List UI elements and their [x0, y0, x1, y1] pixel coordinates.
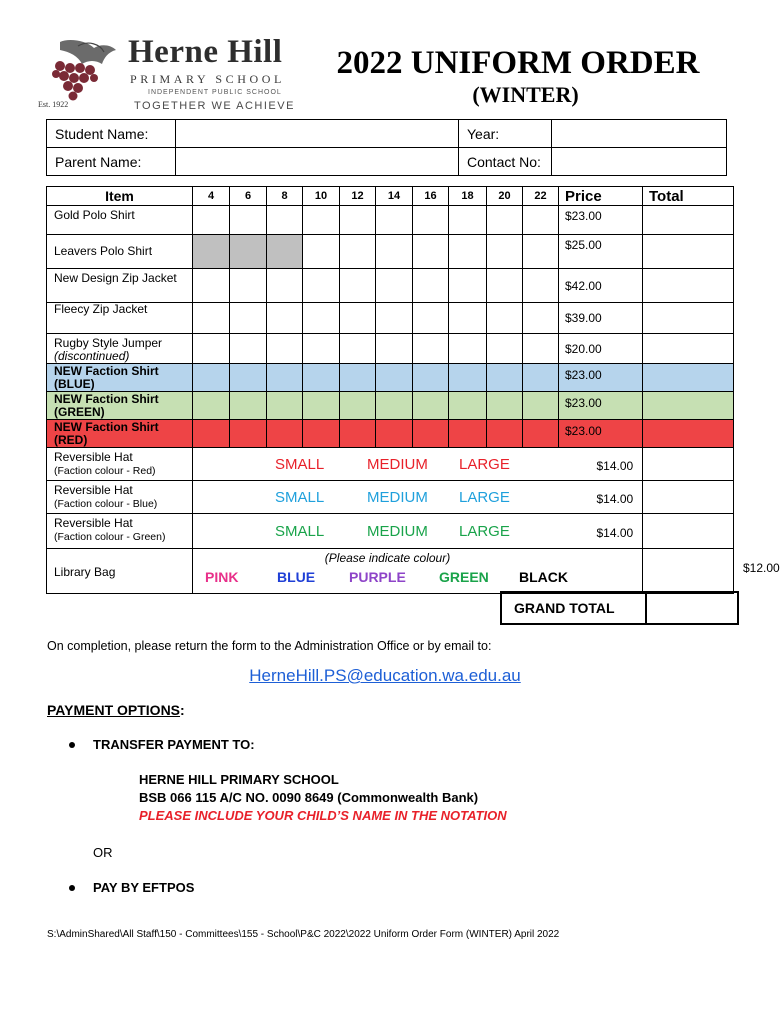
qty-cell[interactable] — [303, 392, 340, 420]
size-header: 20 — [487, 187, 523, 206]
qty-cell[interactable] — [376, 235, 413, 269]
item-name: Leavers Polo Shirt — [47, 235, 193, 269]
school-logo — [38, 34, 300, 114]
item-total[interactable] — [643, 448, 734, 481]
logo-est: Est. 1922 — [38, 100, 69, 109]
qty-cell[interactable] — [267, 420, 303, 448]
qty-cell[interactable] — [413, 334, 449, 364]
qty-cell[interactable] — [303, 235, 340, 269]
qty-cell[interactable] — [340, 206, 376, 235]
item-total[interactable] — [643, 420, 734, 448]
qty-cell[interactable] — [487, 334, 523, 364]
contact-label: Contact No: — [459, 148, 552, 176]
item-price: $39.00 — [559, 303, 643, 334]
qty-cell[interactable] — [413, 303, 449, 334]
or-text: OR — [93, 845, 113, 860]
item-note: (discontinued) — [54, 349, 130, 363]
qty-cell[interactable] — [303, 420, 340, 448]
item-header: Item — [47, 187, 193, 206]
qty-cell[interactable] — [413, 364, 449, 392]
item-note: (Faction colour - Red) — [54, 465, 156, 477]
qty-cell[interactable] — [340, 364, 376, 392]
year-label: Year: — [459, 120, 552, 148]
qty-cell[interactable] — [303, 334, 340, 364]
qty-cell[interactable] — [376, 334, 413, 364]
item-note: (Faction colour - Blue) — [54, 498, 158, 510]
item-total[interactable] — [643, 334, 734, 364]
logo-type: INDEPENDENT PUBLIC SCHOOL — [148, 89, 282, 96]
size-medium-option[interactable]: MEDIUM — [367, 522, 428, 540]
qty-cell[interactable] — [376, 392, 413, 420]
qty-cell[interactable] — [449, 269, 487, 303]
grand-total-table — [500, 591, 739, 625]
qty-cell[interactable] — [376, 206, 413, 235]
size-large-option[interactable]: LARGE — [459, 455, 510, 473]
qty-cell[interactable] — [303, 364, 340, 392]
bag-note: (Please indicate colour) — [324, 551, 451, 565]
item-price: $25.00 — [559, 235, 643, 269]
qty-cell[interactable] — [267, 303, 303, 334]
order-row-faction-red — [47, 420, 734, 448]
qty-cell[interactable] — [340, 303, 376, 334]
item-name: Gold Polo Shirt — [47, 206, 193, 235]
item-name: NEW Faction Shirt — [54, 420, 159, 434]
item-total[interactable] — [643, 514, 734, 549]
qty-cell[interactable] — [523, 235, 559, 269]
size-header: 16 — [413, 187, 449, 206]
item-total[interactable] — [643, 303, 734, 334]
size-medium-option[interactable]: MEDIUM — [367, 455, 428, 473]
item-name-cell — [47, 514, 193, 549]
item-note: (GREEN) — [54, 405, 105, 419]
qty-cell[interactable] — [340, 334, 376, 364]
qty-cell[interactable] — [449, 364, 487, 392]
bank-school-name: HERNE HILL PRIMARY SCHOOL — [139, 772, 339, 787]
qty-cell[interactable] — [340, 392, 376, 420]
order-row-gold-polo — [47, 206, 734, 235]
qty-cell[interactable] — [449, 392, 487, 420]
item-note: (BLUE) — [54, 377, 95, 391]
item-name: Reversible Hat — [54, 516, 133, 530]
order-row-rugby-jumper — [47, 334, 734, 364]
size-header: 4 — [193, 187, 230, 206]
hat-size-options — [193, 448, 643, 481]
student-name-label: Student Name: — [47, 120, 176, 148]
payment-heading-wrap — [47, 702, 185, 718]
item-name: Fleecy Zip Jacket — [47, 303, 193, 334]
item-total[interactable] — [643, 392, 734, 420]
item-price: $23.00 — [559, 206, 643, 235]
item-note: (RED) — [54, 433, 88, 447]
qty-cell[interactable] — [376, 364, 413, 392]
item-name: Library Bag — [47, 549, 193, 594]
qty-cell[interactable] — [230, 420, 267, 448]
qty-cell[interactable] — [267, 392, 303, 420]
qty-cell[interactable] — [193, 334, 230, 364]
payment-heading-colon: : — [180, 702, 185, 718]
order-row-leavers-polo — [47, 235, 734, 269]
qty-cell-disabled — [267, 235, 303, 269]
qty-cell[interactable] — [230, 303, 267, 334]
hat-size-options — [193, 481, 643, 514]
item-price: $23.00 — [559, 392, 643, 420]
colour-green-option[interactable]: GREEN — [439, 569, 489, 585]
qty-cell[interactable] — [523, 269, 559, 303]
qty-cell[interactable] — [413, 420, 449, 448]
qty-cell[interactable] — [193, 392, 230, 420]
payment-heading: PAYMENT OPTIONS — [47, 702, 181, 718]
order-table — [46, 186, 780, 594]
page-title: 2022 UNIFORM ORDER — [336, 45, 700, 81]
order-row-fleecy-jacket — [47, 303, 734, 334]
item-price: $23.00 — [559, 420, 643, 448]
size-header: 6 — [230, 187, 267, 206]
price-header: Price — [559, 187, 643, 206]
bullet-icon — [69, 885, 75, 891]
item-name-cell — [47, 448, 193, 481]
item-name: New Design Zip Jacket — [47, 269, 193, 303]
qty-cell[interactable] — [523, 420, 559, 448]
notation-note: PLEASE INCLUDE YOUR CHILD’S NAME IN THE NOTATION — [139, 808, 507, 823]
size-large-option[interactable]: LARGE — [459, 522, 510, 540]
qty-cell[interactable] — [376, 303, 413, 334]
size-small-option[interactable]: SMALL — [275, 455, 325, 473]
qty-cell[interactable] — [413, 235, 449, 269]
qty-cell[interactable] — [487, 269, 523, 303]
item-total[interactable] — [643, 206, 734, 235]
item-price: $14.00 — [596, 525, 634, 540]
year-field[interactable] — [552, 120, 727, 148]
qty-cell[interactable] — [230, 334, 267, 364]
item-name: Reversible Hat — [54, 450, 133, 464]
return-instructions: On completion, please return the form to the Administration Office or by email to: — [47, 639, 492, 653]
order-row-library-bag — [47, 549, 734, 594]
grand-total-label: GRAND TOTAL — [501, 592, 646, 624]
qty-cell[interactable] — [376, 269, 413, 303]
order-row-hat-red — [47, 448, 734, 481]
qty-cell[interactable] — [340, 420, 376, 448]
qty-cell[interactable] — [303, 303, 340, 334]
order-row-faction-green — [47, 392, 734, 420]
qty-cell[interactable] — [267, 206, 303, 235]
qty-cell[interactable] — [487, 364, 523, 392]
item-name: Rugby Style Jumper — [54, 336, 163, 350]
qty-cell[interactable] — [193, 364, 230, 392]
item-name: Reversible Hat — [54, 483, 133, 497]
logo-motto: TOGETHER WE ACHIEVE — [134, 100, 295, 112]
qty-cell[interactable] — [523, 303, 559, 334]
qty-cell[interactable] — [449, 334, 487, 364]
qty-cell[interactable] — [193, 269, 230, 303]
qty-cell[interactable] — [487, 392, 523, 420]
logo-name: Herne Hill — [128, 34, 283, 70]
qty-cell-disabled — [230, 235, 267, 269]
size-large-option[interactable]: LARGE — [459, 488, 510, 506]
email-link[interactable]: HerneHill.PS@education.wa.edu.au — [249, 666, 521, 685]
qty-cell[interactable] — [340, 235, 376, 269]
qty-cell[interactable] — [413, 206, 449, 235]
qty-cell[interactable] — [523, 206, 559, 235]
student-name-field[interactable] — [176, 120, 459, 148]
total-header: Total — [643, 187, 734, 206]
qty-cell[interactable] — [487, 235, 523, 269]
qty-cell[interactable] — [230, 206, 267, 235]
transfer-heading: TRANSFER PAYMENT TO: — [93, 737, 255, 752]
qty-cell[interactable] — [487, 420, 523, 448]
qty-cell[interactable] — [267, 364, 303, 392]
bullet-icon — [69, 742, 75, 748]
item-total[interactable] — [643, 235, 734, 269]
item-name-cell — [47, 364, 193, 392]
item-total[interactable] — [643, 481, 734, 514]
size-header: 8 — [267, 187, 303, 206]
size-header: 14 — [376, 187, 413, 206]
qty-cell[interactable] — [523, 364, 559, 392]
item-price: $42.00 — [559, 269, 643, 303]
parent-name-field[interactable] — [176, 148, 459, 176]
qty-cell[interactable] — [449, 235, 487, 269]
logo-school: PRIMARY SCHOOL — [130, 72, 285, 86]
order-header-row — [47, 187, 734, 206]
qty-cell[interactable] — [449, 303, 487, 334]
qty-cell[interactable] — [267, 334, 303, 364]
item-price: $20.00 — [559, 334, 643, 364]
qty-cell[interactable] — [267, 269, 303, 303]
size-header: 12 — [340, 187, 376, 206]
item-note: (Faction colour - Green) — [54, 531, 166, 543]
item-total[interactable] — [643, 549, 734, 594]
qty-cell[interactable] — [230, 392, 267, 420]
qty-cell[interactable] — [413, 392, 449, 420]
item-name: NEW Faction Shirt — [54, 364, 159, 378]
order-row-hat-green — [47, 514, 734, 549]
qty-cell[interactable] — [523, 334, 559, 364]
colour-black-option[interactable]: BLACK — [519, 569, 568, 585]
bank-details: BSB 066 115 A/C NO. 0090 8649 (Commonwealth Bank) — [139, 790, 479, 805]
qty-cell[interactable] — [487, 206, 523, 235]
size-header: 10 — [303, 187, 340, 206]
item-price: $23.00 — [559, 364, 643, 392]
bag-colour-options — [193, 549, 780, 594]
qty-cell[interactable] — [303, 206, 340, 235]
colour-blue-option[interactable]: BLUE — [277, 569, 316, 585]
page-subtitle: (WINTER) — [472, 82, 579, 107]
qty-cell[interactable] — [193, 206, 230, 235]
qty-cell[interactable] — [413, 269, 449, 303]
qty-cell[interactable] — [449, 420, 487, 448]
size-header: 18 — [449, 187, 487, 206]
qty-cell[interactable] — [230, 364, 267, 392]
file-path: S:\AdminShared\All Staff\150 - Committees\155 - School\P&C 2022\2022 Uniform Order Form (WINTER) April 2022 — [47, 929, 560, 940]
parent-name-label: Parent Name: — [47, 148, 176, 176]
item-name-cell — [47, 334, 193, 364]
eftpos-heading: PAY BY EFTPOS — [93, 880, 195, 895]
item-total[interactable] — [643, 269, 734, 303]
item-total[interactable] — [643, 364, 734, 392]
qty-cell-disabled — [193, 235, 230, 269]
order-row-hat-blue — [47, 481, 734, 514]
item-price: $12.00 — [743, 561, 780, 575]
qty-cell[interactable] — [340, 269, 376, 303]
order-row-zip-jacket — [47, 269, 734, 303]
item-price: $14.00 — [596, 491, 634, 506]
item-name-cell — [47, 420, 193, 448]
size-small-option[interactable]: SMALL — [275, 488, 325, 506]
size-medium-option[interactable]: MEDIUM — [367, 488, 428, 506]
qty-cell[interactable] — [523, 392, 559, 420]
size-header: 22 — [523, 187, 559, 206]
qty-cell[interactable] — [487, 303, 523, 334]
item-name-cell — [47, 392, 193, 420]
colour-purple-option[interactable]: PURPLE — [349, 569, 406, 585]
qty-cell[interactable] — [449, 206, 487, 235]
qty-cell[interactable] — [230, 269, 267, 303]
contact-field[interactable] — [552, 148, 727, 176]
order-row-faction-blue — [47, 364, 734, 392]
qty-cell[interactable] — [376, 420, 413, 448]
item-price: $14.00 — [596, 458, 634, 473]
qty-cell[interactable] — [193, 303, 230, 334]
item-name-cell — [47, 481, 193, 514]
hat-size-options — [193, 514, 643, 549]
size-small-option[interactable]: SMALL — [275, 522, 325, 540]
item-name: NEW Faction Shirt — [54, 392, 159, 406]
student-info-table — [46, 119, 727, 176]
grand-total-field[interactable] — [646, 592, 738, 624]
colour-pink-option[interactable]: PINK — [205, 569, 239, 585]
qty-cell[interactable] — [303, 269, 340, 303]
qty-cell[interactable] — [193, 420, 230, 448]
